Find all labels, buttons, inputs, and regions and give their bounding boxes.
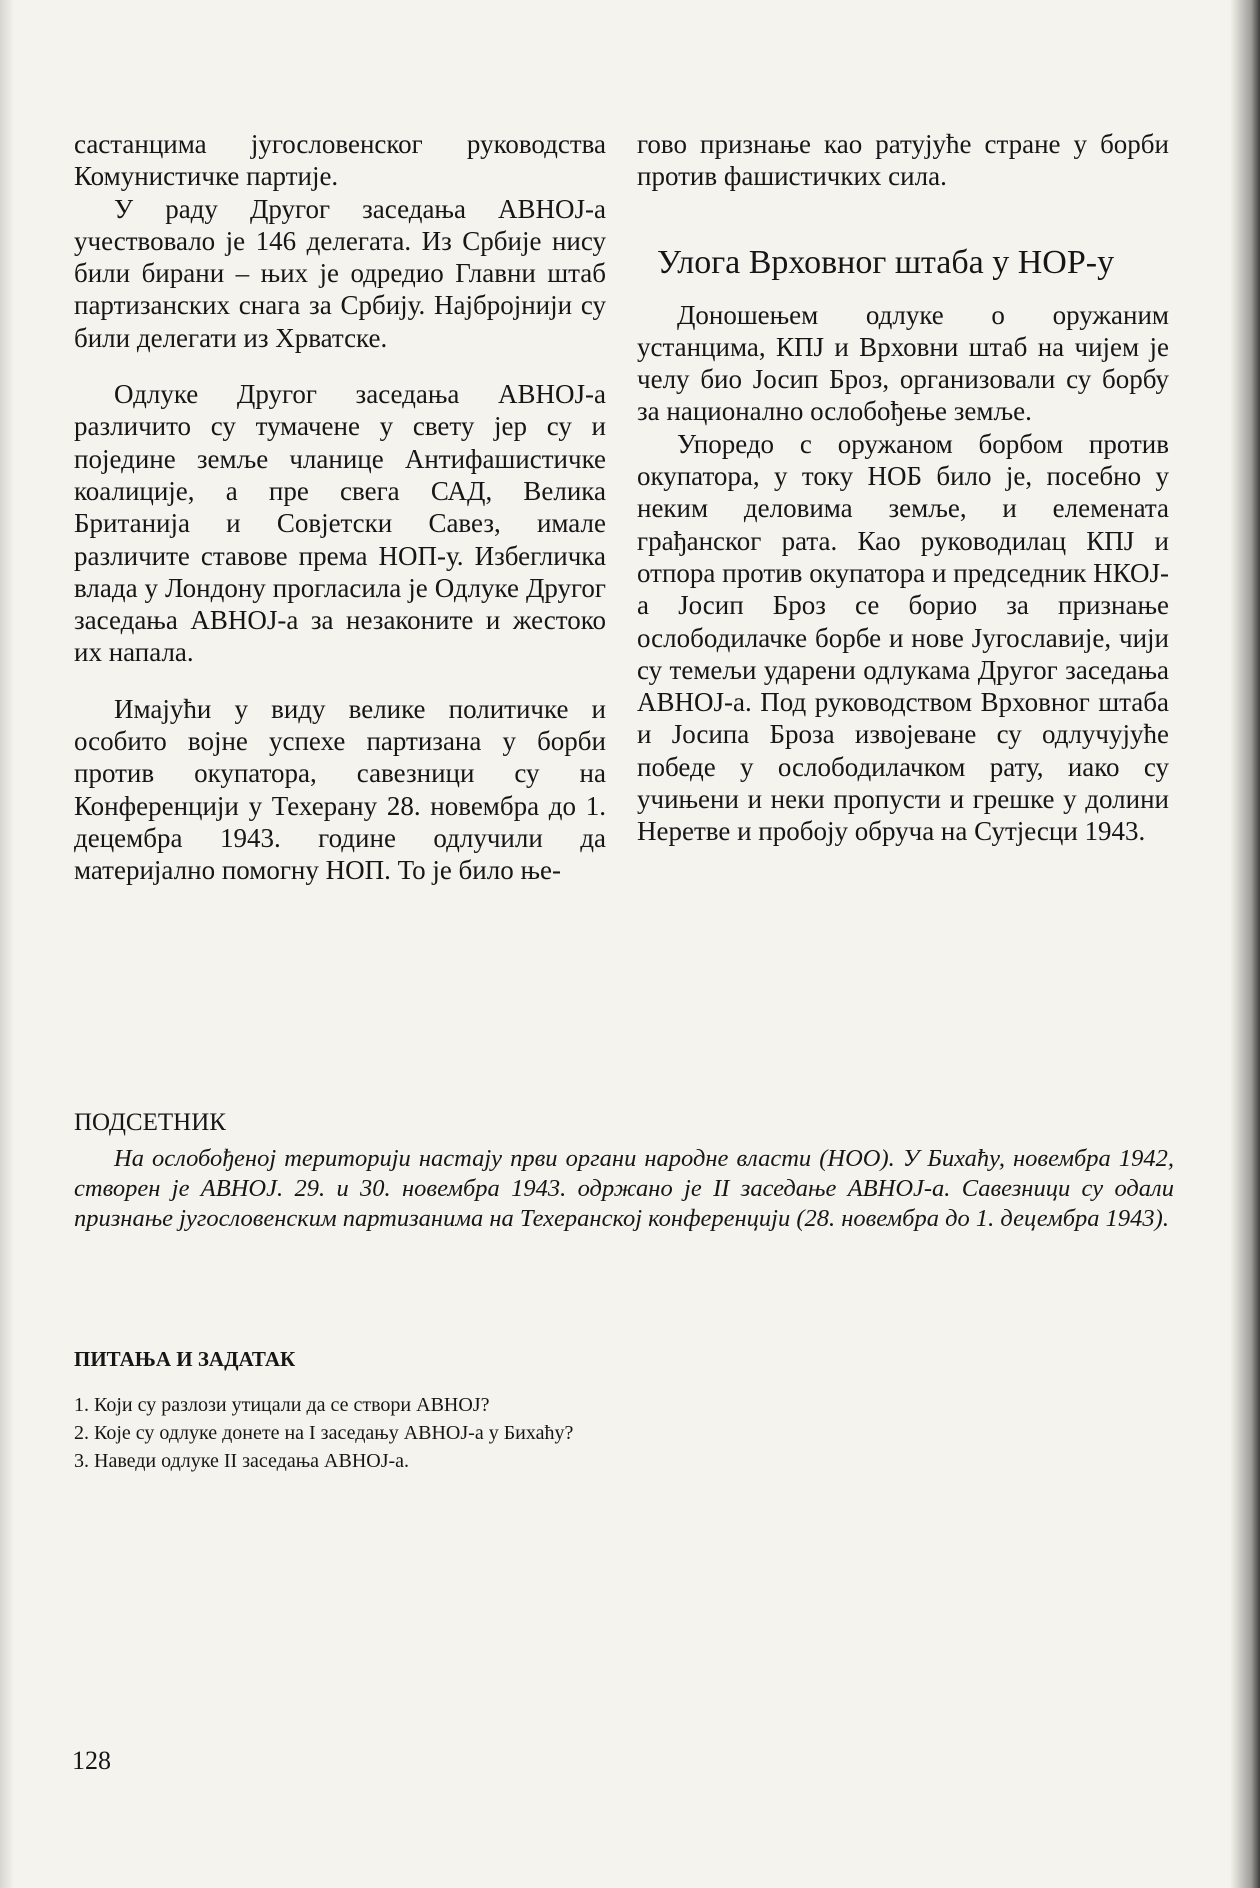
reminder-box xyxy=(74,1108,1174,1234)
question-item: 1. Који су разлози утицали да се створи АВНОЈ? xyxy=(74,1394,490,1416)
right-paragraph-3: Упоредо с оружаном борбом против окупатора, у току НОБ било је, посебно у неким деловима земље, и елемената грађанског рата. Као руководилац КПЈ и отпора против окупатора и председник НКОЈ-а Јосип Броз се борио за признање ослободилачке борбе и нове Југославије, чији су темељи ударени одлукама Другог заседања АВНОЈ-а. Под руководством Врховног штаба и Јосипа Броза извојеване су одлучујуће победе у ослободилачком рату, иако су учињени и неки пропусти и грешке у долини Неретве и пробоју обруча на Сутјесци 1943. xyxy=(637,428,1169,847)
page-gutter-shadow xyxy=(0,0,14,1888)
questions-title: ПИТАЊА И ЗАДАТАК xyxy=(74,1347,296,1371)
right-paragraph-1: гово признање као ратујуће стране у борби против фашистичких сила. xyxy=(637,129,1169,192)
reminder-text: На ослобођеној територији настају први органи народне власти (НОО). У Бихаћу, новембра 1942, створен је АВНОЈ. 29. и 30. новембра 1943. одржано је II заседање АВНОЈ-а. Савезници су одали признање југословенским партизанима на Техеранској конференцији (28. новембра до 1. децембра 1943). xyxy=(74,1145,1174,1232)
reminder-title: ПОДСЕТНИК xyxy=(74,1109,226,1136)
left-column xyxy=(74,128,606,887)
right-paragraph-2: Доношењем одлуке о оружаним устанцима, КПЈ и Врховни штаб на чијем је челу био Јосип Броз, организовали су борбу за национално ослобођење земље. xyxy=(637,299,1169,427)
section-heading: Улога Врховног штаба у НОР-у xyxy=(657,243,1115,281)
left-paragraph-2: У раду Другог заседања АВНОЈ-а учествовало је 146 делегата. Из Србије нису били бирани – њих је одредио Главни штаб партизанских снага за Србију. Најбројнији су били делегати из Хрватске. xyxy=(74,193,606,353)
left-paragraph-1: састанцима југословенског руководства Комунистичке партије. xyxy=(74,129,606,192)
right-column xyxy=(637,128,1169,848)
page-number: 128 xyxy=(72,1746,111,1775)
questions-section xyxy=(74,1345,874,1475)
questions-list xyxy=(74,1391,874,1475)
left-paragraph-3: Одлуке Другог заседања АВНОЈ-а различито су тумачене у свету јер су и поједине земље чланице Антифашистичке коалиције, а пре свега САД, Велика Британија и Совјетски Савез, имале различите ставове према НОП-у. Избегличка влада у Лондону прогласила је Одлуке Другог заседања АВНОЈ-а за незаконите и жестоко их напала. xyxy=(74,379,606,668)
page-edge-shadow xyxy=(1230,0,1260,1888)
question-item: 3. Наведи одлуке II заседања АВНОЈ-а. xyxy=(74,1450,410,1472)
left-paragraph-4: Имајући у виду велике политичке и особито војне успехе партизана у борби против окупатора, савезници су на Конференцији у Техерану 28. новембра до 1. децембра 1943. године одлучили да материјално помогну НОП. То је било ње- xyxy=(74,693,606,886)
question-item: 2. Које су одлуке донете на I заседању АВНОЈ-а у Бихаћу? xyxy=(74,1422,574,1444)
